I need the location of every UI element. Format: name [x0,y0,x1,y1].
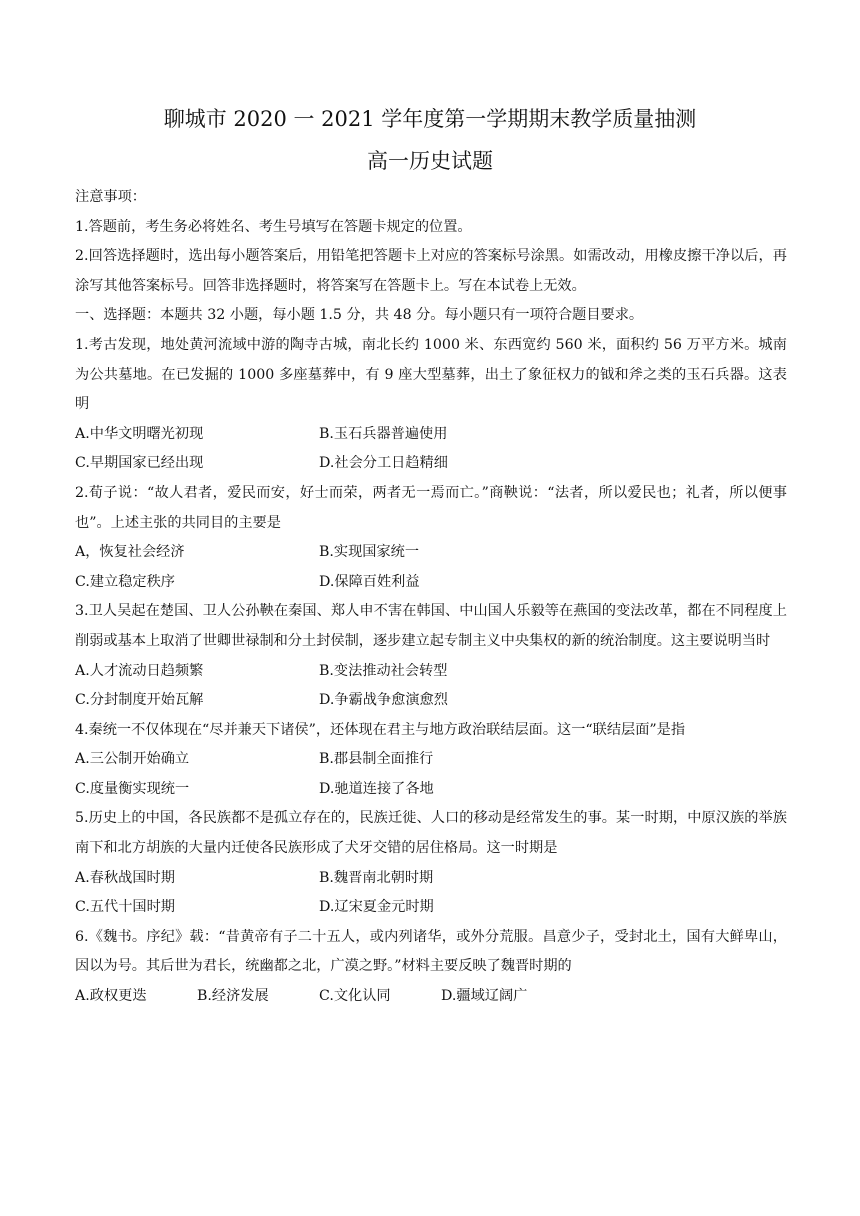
question-1-options-row-2 [75,449,787,479]
question-5-options-row-2 [75,893,787,923]
question-5-option-d: D.辽宋夏金元时期 [319,899,434,916]
exam-content [75,183,787,1012]
question-2-options-row-1 [75,538,787,568]
question-6-option-b: B.经济发展 [197,988,269,1005]
question-5-option-c: C.五代十国时期 [75,899,175,916]
question-6-stem: 6.《魏书。序纪》载：“昔黄帝有子二十五人，或内列诸华，或外分荒服。昌意少子，受封北土，国有大鲜卑山，因以为号。其后世为君长，统幽都之北，广漠之野。”材料主要反映了魏晋时期的 [75,928,787,975]
question-1-option-c: C.早期国家已经出现 [75,455,204,472]
question-4-option-d: D.驰道连接了各地 [319,780,434,797]
question-4-option-b: B.郡县制全面推行 [319,751,434,768]
question-5-option-b: B.魏晋南北朝时期 [319,869,434,886]
question-2-option-d: D.保障百姓利益 [319,573,420,590]
question-6-options-row [75,982,787,1012]
question-3-option-a: A.人才流动日趋频繁 [75,662,204,679]
exam-title: 聊城市 2020 一 2021 学年度第一学期期末教学质量抽测 [163,107,697,131]
question-3-option-d: D.争霸战争愈演愈烈 [319,692,448,709]
question-6-option-a: A.政权更迭 [75,988,147,1005]
question-1-option-b: B.玉石兵器普遍使用 [319,425,448,442]
notice-item-2: 2.回答选择题时，选出每小题答案后，用铅笔把答题卡上对应的答案标号涂黑。如需改动，用橡皮擦干净以后，再涂写其他答案标号。回答非选择题时，将答案写在答题卡上。写在本试卷上无效。 [75,248,787,294]
exam-subtitle: 高一历史试题 [367,149,493,173]
question-4-option-a: A.三公制开始确立 [75,751,190,768]
question-1-options-row-1 [75,420,787,450]
question-4-options-row-1 [75,745,787,775]
question-1-stem: 1.考古发现，地处黄河流域中游的陶寺古城，南北长约 1000 米、东西宽约 560 米，面积约 56 万平方米。城南为公共墓地。在已发掘的 1000 多座墓葬中，有 9 座大型墓葬，出土了象征权力的钺和斧之类的玉石兵器。这表明 [75,336,787,413]
question-2-option-b: B.实现国家统一 [319,544,420,561]
question-5-stem: 5.历史上的中国，各民族都不是孤立存在的，民族迁徙、人口的移动是经常发生的事。某一时期，中原汉族的举族南下和北方胡族的大量内迁使各民族形成了犬牙交错的居住格局。这一时期是 [75,810,787,857]
question-2-options-row-2 [75,568,787,598]
question-2-stem: 2.荀子说：“故人君者，爱民而安，好士而荣，两者无一焉而亡。”商鞅说：“法者，所以爱民也；礼者，所以便事也”。上述主张的共同目的主要是 [75,484,787,531]
question-3-options-row-1 [75,657,787,687]
question-3-stem: 3.卫人吴起在楚国、卫人公孙鞅在秦国、郑人申不害在韩国、中山国人乐毅等在燕国的变法改革，都在不同程度上削弱或基本上取消了世卿世禄制和分土封侯制，逐步建立起专制主义中央集权的新的统治制度。这主要说明当时 [75,603,787,649]
question-2-option-c: C.建立稳定秩序 [75,573,175,590]
question-3-options-row-2 [75,686,787,716]
question-5-options-row-1 [75,864,787,894]
section-heading: 一、选择题：本题共 32 小题，每小题 1.5 分，共 48 分。每小题只有一项符合题目要求。 [75,307,644,324]
question-1-option-a: A.中华文明曙光初现 [75,425,204,442]
question-1-option-d: D.社会分工日趋精细 [319,455,448,472]
question-3-option-c: C.分封制度开始瓦解 [75,692,204,709]
question-6-option-d: D.疆域辽阔广 [441,988,528,1005]
question-4-stem: 4.秦统一不仅体现在“尽并兼天下诸侯”，还体现在君主与地方政治联结层面。这一“联结层面”是指 [75,721,686,738]
question-5-option-a: A.春秋战国时期 [75,869,175,886]
question-4-option-c: C.度量衡实现统一 [75,780,190,797]
notice-item-1: 1.答题前，考生务必将姓名、考生号填写在答题卡规定的位置。 [75,218,472,235]
notice-heading: 注意事项： [75,189,146,205]
question-6-option-c: C.文化认同 [319,988,391,1005]
question-2-option-a: A，恢复社会经济 [75,544,185,561]
question-4-options-row-2 [75,775,787,805]
question-3-option-b: B.变法推动社会转型 [319,662,448,679]
